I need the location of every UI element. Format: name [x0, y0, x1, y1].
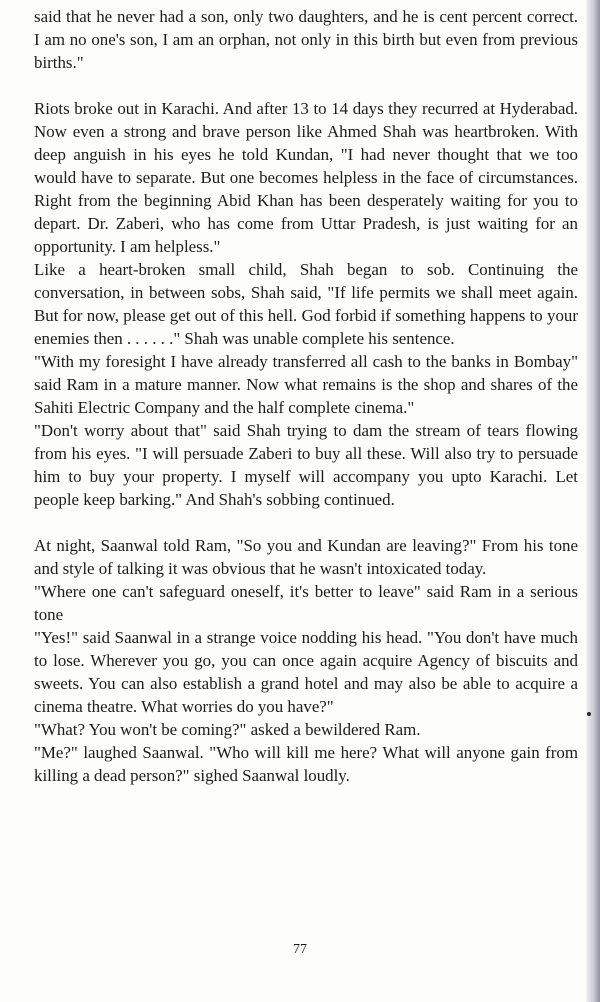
- stray-dot-mark: [587, 712, 591, 716]
- paragraph-6: At night, Saanwal told Ram, "So you and Kundan are leaving?" From his tone and style of talking it was obvious that he wasn't intoxicated today.: [34, 536, 578, 578]
- paragraph-8: "Yes!" said Saanwal in a strange voice nodding his head. "You don't have much to lose. Wherever you go, you can once again acquire Agency of biscuits and sweets. You can also establish a grand hotel and may also be able to acquire a cinema theatre. What worries do you have?": [34, 628, 578, 716]
- paragraph-gap: [34, 74, 578, 97]
- body-text: [34, 5, 578, 787]
- paragraph-10: "Me?" laughed Saanwal. "Who will kill me here? What will anyone gain from killing a dead person?" sighed Saanwal loudly.: [34, 743, 578, 785]
- paragraph-4: "With my foresight I have already transferred all cash to the banks in Bombay" said Ram in a mature manner. Now what remains is the shop and shares of the Sahiti Electric Company and the half complete cinema.": [34, 352, 578, 417]
- paragraph-5: "Don't worry about that" said Shah trying to dam the stream of tears flowing from his eyes. "I will persuade Zaberi to buy all these. Will also try to persuade him to buy your property. I myself will accompany you upto Karachi. Let people keep barking." And Shah's sobbing continued.: [34, 421, 578, 509]
- paragraph-1: said that he never had a son, only two daughters, and he is cent percent correct. I am no one's son, I am an orphan, not only in this birth but even from previous births.": [34, 7, 578, 72]
- paragraph-gap: [34, 511, 578, 534]
- paragraph-3: Like a heart-broken small child, Shah began to sob. Continuing the conversation, in between sobs, Shah said, "If life permits we shall meet again. But for now, please get out of this hell. God forbid if something happens to your enemies then . . . . . ." Shah was unable complete his sentence.: [34, 260, 578, 348]
- page-edge-shadow: [586, 0, 600, 1002]
- page-number: 77: [293, 942, 307, 957]
- paragraph-2: Riots broke out in Karachi. And after 13 to 14 days they recurred at Hyderabad. Now even a strong and brave person like Ahmed Shah was heartbroken. With deep anguish in his eyes he told Kundan, "I had never thought that we too would have to separate. But one becomes helpless in the face of circumstances. Right from the beginning Abid Khan has been desperately waiting for you to depart. Dr. Zaberi, who has come from Uttar Pradesh, is just waiting for an opportunity. I am helpless.": [34, 99, 578, 256]
- paragraph-7: "Where one can't safeguard oneself, it's better to leave" said Ram in a serious tone: [34, 582, 578, 624]
- paragraph-9: "What? You won't be coming?" asked a bewildered Ram.: [34, 720, 421, 739]
